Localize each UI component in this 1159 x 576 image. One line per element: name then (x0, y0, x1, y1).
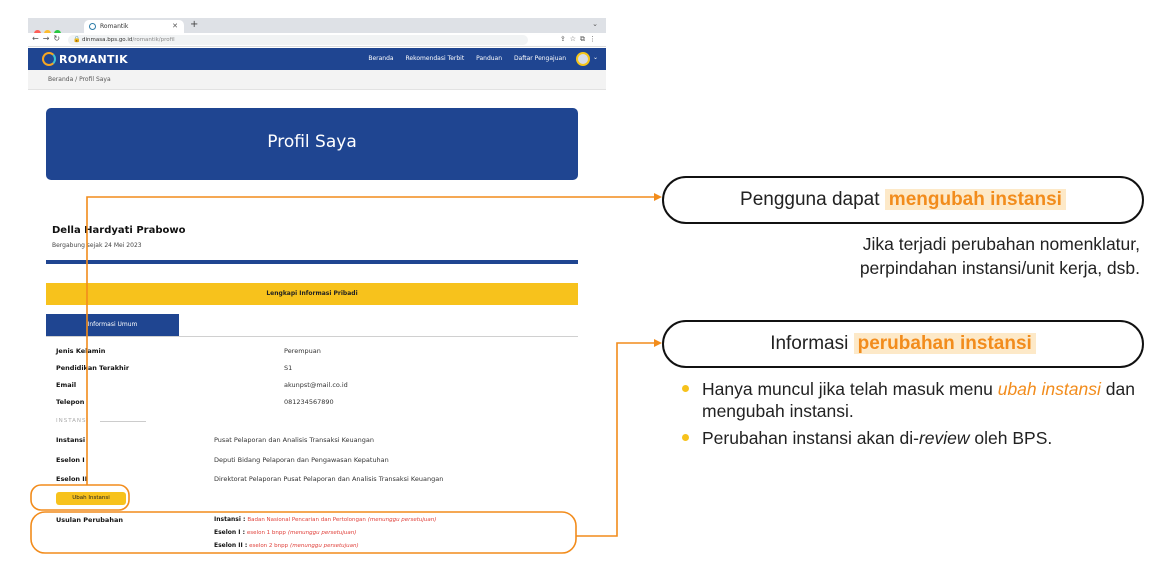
callout1-prefix: Pengguna dapat (740, 189, 880, 210)
arrowhead-1 (654, 193, 662, 201)
nav-buttons (32, 34, 64, 43)
nav-links (358, 55, 566, 62)
usulan-label-eselon2: Eselon II : (214, 542, 248, 549)
address-bar (28, 33, 606, 47)
usulan-row-instansi (214, 516, 436, 523)
field-label-gender: Jenis Kelamin (56, 347, 106, 355)
new-tab-icon[interactable]: + (190, 19, 199, 30)
bullet-dot-icon (682, 385, 689, 392)
user-name: Della Hardyati Prabowo (52, 225, 186, 236)
field-label-education: Pendidikan Terakhir (56, 364, 130, 372)
bullet2-text-b: oleh BPS. (974, 428, 1053, 448)
bullet-item (682, 378, 1142, 422)
nav-panduan[interactable]: Panduan (476, 55, 503, 62)
callout1-description (700, 232, 1140, 280)
divider (46, 260, 578, 264)
tab-title: Romantik (100, 23, 129, 30)
bullet1-text-b: dan mengubah instansi. (702, 379, 1135, 421)
browser-window (28, 18, 606, 98)
close-tab-icon[interactable]: ✕ (172, 22, 178, 30)
usulan-row-eselon1 (214, 529, 356, 536)
avatar-caret-icon[interactable]: ⌄ (592, 54, 598, 61)
field-label-eselon2: Eselon II (56, 475, 88, 483)
instansi-section-label: INSTANSI (56, 418, 90, 424)
reload-icon[interactable]: ↻ (53, 34, 65, 43)
nav-daftar-pengajuan[interactable]: Daftar Pengajuan (513, 55, 566, 62)
bullet1-text-a: Hanya muncul jika telah masuk menu (702, 379, 993, 399)
callout-ubah-instansi (662, 176, 1144, 224)
chevron-down-icon[interactable]: ⌄ (592, 20, 598, 28)
profile-banner (46, 108, 578, 180)
extension-icon[interactable]: ⧉ (580, 35, 589, 43)
bullet1-emphasis: ubah instansi (997, 379, 1101, 399)
url-path: /romantik/profil (132, 37, 175, 43)
star-icon[interactable]: ☆ (569, 35, 580, 43)
section-divider (100, 421, 146, 422)
complete-info-button[interactable]: Lengkapi Informasi Pribadi (46, 283, 578, 305)
tab-informasi-umum[interactable]: Informasi Umum (46, 314, 179, 336)
field-label-instansi: Instansi (56, 436, 86, 444)
bullet-item (682, 427, 1142, 449)
brand-name: ROMANTIK (59, 52, 129, 66)
callout1-desc-line2: perpindahan instansi/unit kerja, dsb. (859, 258, 1140, 278)
callout1-highlight: mengubah instansi (885, 189, 1066, 210)
url-field[interactable] (68, 35, 528, 45)
field-value-phone: 081234567890 (284, 398, 334, 406)
callout2-bullets (682, 378, 1142, 454)
usulan-label-instansi: Instansi : (214, 516, 246, 523)
field-value-eselon1: Deputi Bidang Pelaporan dan Pengawasan Kepatuhan (214, 456, 389, 464)
joined-date: Bergabung sejak 24 Mei 2023 (52, 242, 142, 249)
connector-line-2 (576, 343, 656, 536)
breadcrumb: Beranda / Profil Saya (28, 70, 606, 90)
app-logo[interactable] (42, 52, 128, 66)
ubah-instansi-button[interactable]: Ubah Instansi (56, 492, 126, 505)
nav-rekomendasi-terbit[interactable]: Rekomendasi Terbit (405, 55, 465, 62)
usulan-label-eselon1: Eselon I : (214, 529, 245, 536)
field-value-education: S1 (284, 364, 293, 372)
callout2-prefix: Informasi (770, 333, 849, 354)
field-label-email: Email (56, 381, 77, 389)
favicon-icon (89, 23, 96, 30)
app-navbar (28, 48, 606, 70)
tab-underline (46, 336, 578, 337)
bullet2-text-a: Perubahan instansi akan di- (702, 428, 919, 448)
field-value-gender: Perempuan (284, 347, 321, 355)
field-value-email: akunpst@mail.co.id (284, 381, 348, 389)
field-value-instansi: Pusat Pelaporan dan Analisis Transaksi Keuangan (214, 436, 375, 444)
user-avatar[interactable] (576, 52, 590, 66)
bullet-dot-icon (682, 434, 689, 441)
usulan-status-instansi: (menunggu persetujuan) (367, 517, 437, 523)
usulan-value-eselon2: eselon 2 bnpp (249, 543, 289, 549)
callout1-desc-line1: Jika terjadi perubahan nomenklatur, (862, 234, 1140, 254)
usulan-status-eselon1: (menunggu persetujuan) (287, 530, 357, 536)
usulan-value-eselon1: eselon 1 bnpp (246, 530, 286, 536)
callout2-highlight: perubahan instansi (854, 333, 1036, 354)
page-title: Profil Saya (267, 132, 357, 152)
browser-toolbar-icons (560, 35, 600, 44)
lock-icon: 🔒 (73, 36, 81, 43)
usulan-row-eselon2 (214, 542, 359, 549)
field-label-phone: Telepon (56, 398, 85, 406)
arrowhead-2 (654, 339, 662, 347)
share-icon[interactable]: ⇪ (559, 35, 570, 43)
usulan-status-eselon2: (menunggu persetujuan) (290, 543, 359, 549)
usulan-perubahan-label: Usulan Perubahan (56, 516, 123, 524)
logo-icon (42, 52, 56, 66)
url-host: dinmasa.bps.go.id (82, 37, 133, 43)
nav-beranda[interactable]: Beranda (368, 55, 394, 62)
callout-perubahan-instansi (662, 320, 1144, 368)
forward-icon[interactable]: → (42, 34, 54, 43)
field-label-eselon1: Eselon I (56, 456, 85, 464)
back-icon[interactable]: ← (32, 34, 43, 43)
bullet2-emphasis: review (918, 428, 970, 448)
field-value-eselon2: Direktorat Pelaporan Pusat Pelaporan dan Analisis Transaksi Keuangan (214, 475, 444, 483)
browser-tab[interactable] (84, 20, 184, 33)
browser-tab-bar (28, 18, 606, 33)
menu-dots-icon[interactable]: ⋮ (589, 35, 600, 43)
usulan-value-instansi: Badan Nasional Pencarian dan Pertolongan (247, 517, 366, 523)
